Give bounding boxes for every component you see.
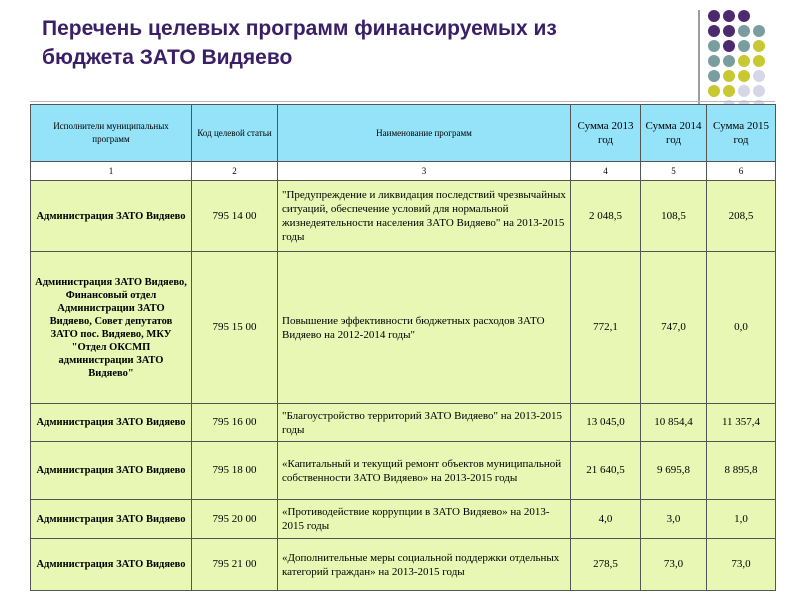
program-name-cell: Повышение эффективности бюджетных расходов ЗАТО Видяево на 2012-2014 годы" [278,252,571,404]
executor-cell: Администрация ЗАТО Видяево [31,442,192,500]
sum-2013-cell: 4,0 [571,500,641,539]
executor-cell: Администрация ЗАТО Видяево [31,539,192,591]
decorative-dot [708,10,720,22]
sum-2015-cell: 0,0 [707,252,776,404]
sum-2013-cell: 21 640,5 [571,442,641,500]
decorative-dot [723,55,735,67]
decorative-dot [723,10,735,22]
sum-2013-cell: 772,1 [571,252,641,404]
sum-2014-cell: 747,0 [641,252,707,404]
program-name-cell: "Предупреждение и ликвидация последствий чрезвычайных ситуаций, обеспечение условий для нормальной жизнедеятельности населения ЗАТО Видяево" на 2013-2015 годы [278,181,571,252]
table-row [31,252,776,404]
title-line-1: Перечень целевых программ финансируемых из [42,17,557,40]
decorative-dot [723,85,735,97]
sum-2013-cell: 13 045,0 [571,404,641,442]
decorative-dot [723,25,735,37]
executor-cell: Администрация ЗАТО Видяево [31,404,192,442]
program-name-cell: «Противодействие коррупции в ЗАТО Видяево» на 2013-2015 годы [278,500,571,539]
code-cell: 795 20 00 [192,500,278,539]
program-name-cell: «Дополнительные меры социальной поддержки отдельных категорий граждан» на 2013-2015 годы [278,539,571,591]
sum-2015-cell: 208,5 [707,181,776,252]
sum-2014-cell: 108,5 [641,181,707,252]
sum-2014-cell: 73,0 [641,539,707,591]
header-code: Код целевой статьи [192,105,278,162]
sum-2013-cell: 2 048,5 [571,181,641,252]
program-name-cell: «Капитальный и текущий ремонт объектов муниципальной собственности ЗАТО Видяево» на 2013-2015 годы [278,442,571,500]
executor-cell: Администрация ЗАТО Видяево, Финансовый отдел Администрации ЗАТО Видяево, Совет депутатов ЗАТО пос. Видяево, МКУ "Отдел ОКСМП администрации ЗАТО Видяево" [31,252,192,404]
table-row [31,404,776,442]
decorative-dot [708,70,720,82]
decorative-horizontal-line [30,101,775,102]
decorative-dot [738,55,750,67]
decorative-dot [753,25,765,37]
header-program-name: Наименование программ [278,105,571,162]
programs-table [30,104,776,591]
column-number: 3 [278,162,571,181]
code-cell: 795 16 00 [192,404,278,442]
code-cell: 795 15 00 [192,252,278,404]
sum-2014-cell: 3,0 [641,500,707,539]
code-cell: 795 14 00 [192,181,278,252]
title-line-2: бюджета ЗАТО Видяево [42,46,293,69]
decorative-dot [753,85,765,97]
decorative-dot [738,25,750,37]
decorative-dot [753,70,765,82]
column-number-row [31,162,776,181]
sum-2013-cell: 278,5 [571,539,641,591]
decorative-dot [738,85,750,97]
sum-2014-cell: 9 695,8 [641,442,707,500]
sum-2014-cell: 10 854,4 [641,404,707,442]
sum-2015-cell: 8 895,8 [707,442,776,500]
sum-2015-cell: 11 357,4 [707,404,776,442]
sum-2015-cell: 73,0 [707,539,776,591]
decorative-dot [738,70,750,82]
table-row [31,181,776,252]
decorative-dot [723,40,735,52]
column-number: 1 [31,162,192,181]
decorative-dot [708,55,720,67]
table-row [31,500,776,539]
decorative-dot [708,85,720,97]
code-cell: 795 18 00 [192,442,278,500]
executor-cell: Администрация ЗАТО Видяево [31,181,192,252]
column-number: 2 [192,162,278,181]
decorative-dot [708,40,720,52]
column-number: 4 [571,162,641,181]
decorative-dot [708,25,720,37]
decorative-dot [738,10,750,22]
sum-2015-cell: 1,0 [707,500,776,539]
table-header-row [31,105,776,162]
decorative-dot [753,40,765,52]
decorative-dot [723,70,735,82]
code-cell: 795 21 00 [192,539,278,591]
decorative-dot [738,40,750,52]
column-number: 5 [641,162,707,181]
table-row [31,539,776,591]
header-sum-2014: Сумма 2014 год [641,105,707,162]
decorative-dot [753,55,765,67]
slide-title [42,14,642,72]
table-row [31,442,776,500]
header-executors: Исполнители муниципальных программ [31,105,192,162]
header-sum-2015: Сумма 2015 год [707,105,776,162]
header-sum-2013: Сумма 2013 год [571,105,641,162]
executor-cell: Администрация ЗАТО Видяево [31,500,192,539]
program-name-cell: "Благоустройство территорий ЗАТО Видяево" на 2013-2015 годы [278,404,571,442]
column-number: 6 [707,162,776,181]
